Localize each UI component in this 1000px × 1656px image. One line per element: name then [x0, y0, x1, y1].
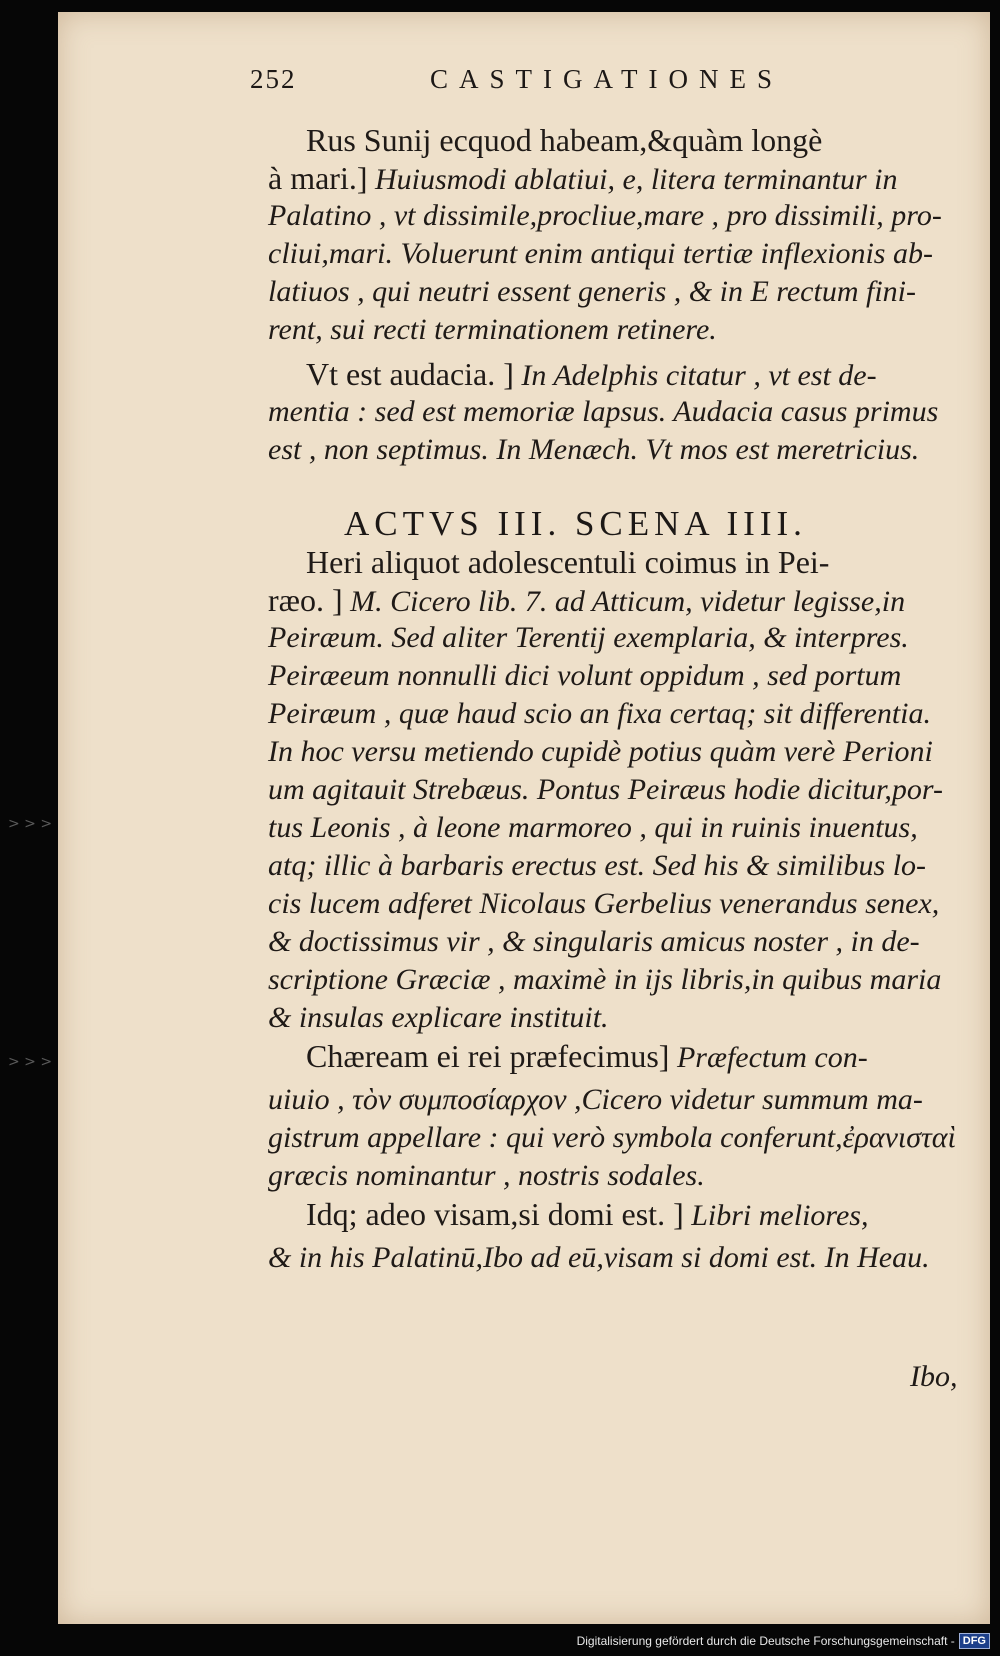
- commentary-text: tus Leonis , à leone marmoreo , qui in ruinis inuentus,: [268, 811, 918, 844]
- page-header: [250, 64, 850, 104]
- commentary-text: & doctissimus vir , & singularis amicus noster , in de-: [268, 925, 920, 958]
- lemma-text: Heri aliquot adolescentuli coimus in Pei-: [306, 544, 830, 580]
- text-line: [268, 618, 968, 658]
- text-line: [268, 922, 968, 962]
- commentary-text: um agitauit Strebæus. Pontus Peiræus hodie dicitur,por-: [268, 773, 943, 806]
- text-line: [306, 354, 1000, 396]
- text-line: [268, 998, 968, 1038]
- commentary-text: græcis nominantur , nostris sodales.: [268, 1159, 705, 1192]
- commentary-text: cliui,mari. Voluerunt enim antiqui tertiæ inflexionis ab-: [268, 237, 933, 270]
- lemma-text: Chæream ei rei præfecimus]: [306, 1038, 670, 1074]
- text-line: [268, 196, 968, 236]
- lemma-text: ræo. ]: [268, 582, 343, 618]
- text-line: [268, 732, 968, 772]
- commentary-text: mentia : sed est memoriæ lapsus. Audacia casus primus: [268, 395, 939, 428]
- margin-arrow-icon: > > >: [8, 1054, 53, 1070]
- commentary-text: cis lucem adferet Nicolaus Gerbelius venerandus senex,: [268, 887, 940, 920]
- text-line: [268, 234, 968, 274]
- text-line: [268, 1080, 968, 1120]
- commentary-text: est , non septimus. In Menæch. Vt mos est meretricius.: [268, 433, 920, 466]
- commentary-text: uiuio , τὸν συμποσίαρχον ,Cicero videtur summum ma-: [268, 1083, 923, 1116]
- digitization-footer: [577, 1630, 990, 1652]
- commentary-text: scriptione Græciæ , maximè in ijs libris,in quibus maria: [268, 963, 942, 996]
- text-line: [268, 694, 968, 734]
- act-scene-heading: ACTVS III. SCENA IIII.: [344, 504, 807, 543]
- text-line: [268, 158, 968, 200]
- margin-arrow-icon: > > >: [8, 816, 53, 832]
- lemma-text: Vt est audacia. ]: [306, 356, 514, 392]
- text-line: [306, 542, 1000, 584]
- commentary-text: gistrum appellare : qui verò symbola conferunt,ἐρανισταὶ: [268, 1121, 956, 1154]
- text-line: [268, 1156, 968, 1196]
- commentary-text: rent, sui recti terminationem retinere.: [268, 313, 717, 346]
- text-line: [268, 846, 968, 886]
- text-line: [268, 430, 968, 470]
- commentary-text: Palatino , vt dissimile,procliue,mare , pro dissimili, pro-: [268, 199, 942, 232]
- commentary-text: M. Cicero lib. 7. ad Atticum, videtur legisse,in: [350, 585, 906, 618]
- text-line: [268, 392, 968, 432]
- page-number: 252: [250, 64, 297, 94]
- text-line: [268, 808, 968, 848]
- lemma-text: Rus Sunij ecquod habeam,&quàm longè: [306, 122, 823, 158]
- commentary-text: atq; illic à barbaris erectus est. Sed his & similibus lo-: [268, 849, 927, 882]
- commentary-text: Peiræum , quæ haud scio an fixa certaq; sit differentia.: [268, 697, 931, 730]
- lemma-text: à mari.]: [268, 160, 368, 196]
- catchword: Ibo,: [910, 1360, 958, 1393]
- text-line: [268, 884, 968, 924]
- commentary-text: Libri meliores,: [691, 1199, 869, 1232]
- commentary-text: In hoc versu metiendo cupidè potius quàm verè Perioni: [268, 735, 933, 768]
- footer-text: Digitalisierung gefördert durch die Deutsche Forschungsgemeinschaft -: [576, 1634, 955, 1648]
- commentary-text: latiuos , qui neutri essent generis , & in E rectum fini-: [268, 275, 916, 308]
- text-line: [268, 770, 968, 810]
- commentary-text: Peiræeum nonnulli dici volunt oppidum , sed portum: [268, 659, 902, 692]
- text-line: [268, 1118, 968, 1158]
- commentary-text: In Adelphis citatur , vt est de-: [521, 359, 877, 392]
- text-line: [306, 1194, 1000, 1236]
- text-line: [268, 960, 968, 1000]
- text-line: [268, 310, 968, 350]
- text-line: [306, 120, 1000, 162]
- commentary-text: Præfectum con-: [676, 1041, 868, 1074]
- commentary-text: & insulas explicare instituit.: [268, 1001, 609, 1034]
- commentary-text: Huiusmodi ablatiui, e, litera terminantur in: [375, 163, 898, 196]
- text-line: [268, 580, 968, 622]
- text-line: [268, 1238, 968, 1278]
- dfg-logo: DFG: [959, 1633, 990, 1649]
- running-title: CASTIGATIONES: [430, 64, 784, 94]
- commentary-text: & in his Palatinū,Ibo ad eū,visam si domi est. In Heau.: [268, 1241, 930, 1274]
- commentary-text: Peiræum. Sed aliter Terentij exemplaria, & interpres.: [268, 621, 909, 654]
- text-line: [268, 656, 968, 696]
- lemma-text: Idq; adeo visam,si domi est. ]: [306, 1196, 684, 1232]
- text-line: [306, 1036, 1000, 1078]
- text-line: [268, 272, 968, 312]
